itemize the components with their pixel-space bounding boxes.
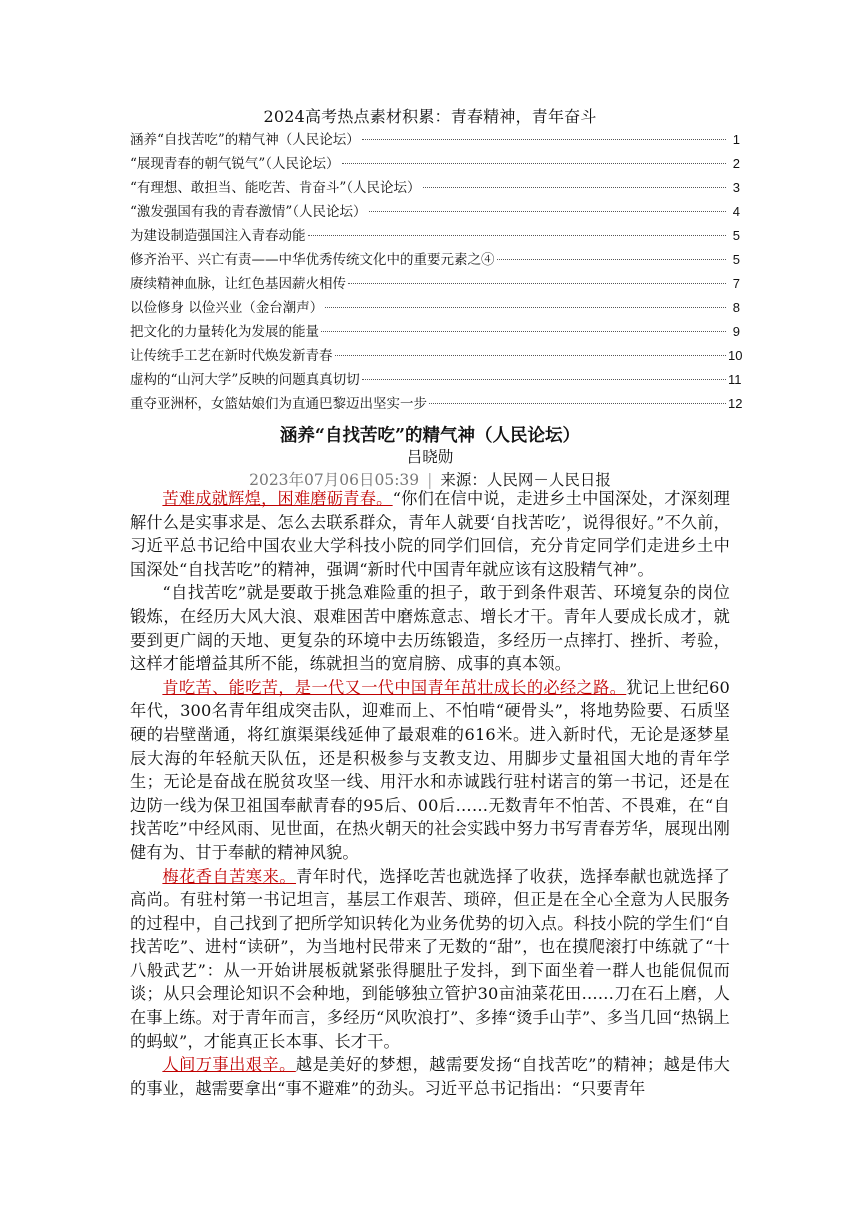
toc-entry-label: 重夺亚洲杯，女篮姑娘们为直通巴黎迈出坚实一步 [130, 396, 427, 412]
paragraph-text: “你们在信中说，走进乡土中国深处，才深刻理解什么是实事求是、怎么去联系群众，青年人就要‘自找苦吃’，说得很好。”不久前，习近平总书记给中国农业大学科技小院的同学们回信，充分肯定同学们走进乡土中国深处“自找苦吃”的精神，强调“新时代中国青年就应该有这股精气神”。 [130, 489, 730, 579]
toc-entry[interactable] [130, 224, 740, 248]
toc-entry[interactable] [130, 320, 740, 344]
toc-entry[interactable] [130, 344, 743, 368]
meta-separator: | [427, 471, 433, 489]
article-paragraph [130, 487, 730, 581]
toc-leader-dots [325, 306, 726, 308]
article-date: 2023年07月06日05:39 [249, 471, 420, 489]
toc-entry[interactable] [130, 272, 740, 296]
toc-entry-page: 5 [732, 252, 740, 267]
toc-entry-label: 虚构的“山河大学”反映的问题真真切切 [130, 372, 360, 388]
article-paragraph [130, 1053, 730, 1100]
toc-entry[interactable] [130, 248, 740, 272]
paragraph-lead-sentence: 人间万事出艰辛。 [162, 1055, 296, 1075]
toc-entry-page: 3 [732, 180, 740, 195]
toc-entry-page: 10 [728, 348, 743, 363]
toc-leader-dots [423, 186, 726, 188]
toc-leader-dots [308, 234, 727, 236]
paragraph-lead-sentence: 梅花香自苦寒来。 [162, 866, 297, 886]
toc-entry-label: 把文化的力量转化为发展的能量 [130, 324, 319, 340]
toc-entry[interactable] [130, 392, 743, 416]
toc-entry-page: 1 [732, 132, 740, 147]
toc-entry-page: 4 [732, 204, 740, 219]
article-body [130, 487, 730, 1100]
toc-entry-page: 9 [732, 324, 740, 339]
toc-leader-dots [321, 330, 726, 332]
toc-entry-label: 赓续精神血脉，让红色基因薪火相传 [130, 276, 346, 292]
article-paragraph [130, 865, 730, 1054]
toc-entry[interactable] [130, 368, 740, 392]
toc-leader-dots [497, 258, 727, 260]
toc-entry-label: “展现青春的朝气锐气”（人民论坛） [130, 156, 340, 172]
toc-leader-dots [335, 354, 727, 356]
toc-entry-label: “激发强国有我的青春激情”（人民论坛） [130, 204, 367, 220]
paragraph-lead-sentence: 肯吃苦、能吃苦，是一代又一代中国青年茁壮成长的必经之路。 [162, 677, 627, 697]
toc-entry-page: 12 [728, 396, 743, 411]
toc-entry-page: 2 [732, 156, 740, 171]
paragraph-text: 越是美好的梦想，越需要发扬“自找苦吃”的精神；越是伟大的事业，越需要拿出“事不避难”的劲头。习近平总书记指出：“只要青年 [130, 1055, 730, 1098]
article-author: 吕晓勋 [406, 448, 454, 466]
table-of-contents [130, 128, 743, 416]
toc-entry-page: 11 [728, 372, 742, 387]
paragraph-text: 犹记上世纪60年代，300名青年组成突击队，迎难而上、不怕啃“硬骨头”，将地势险要、石质坚硬的岩壁凿通，将红旗渠渠线延伸了最艰难的616米。进入新时代，无论是逐梦星辰大海的年轻航天队伍，还是积极参与支教支边、用脚步丈量祖国大地的青年学生；无论是奋战在脱贫攻坚一线、用汗水和赤诚践行驻村诺言的第一书记，还是在边防一线为保卫祖国奉献青春的95后、00后……无数青年不怕苦、不畏难，在“自找苦吃”中经风雨、见世面，在热火朝天的社会实践中努力书写青春芳华，展现出刚健有为、甘于奉献的精神风貌。 [130, 677, 730, 862]
paragraph-text: 青年时代，选择吃苦也就选择了收获，选择奉献也就选择了高尚。有驻村第一书记坦言，基层工作艰苦、琐碎，但正是在全心全意为人民服务的过程中，自己找到了把所学知识转化为业务优势的切入点。科技小院的学生们“自找苦吃”、进村“读研”，为当地村民带来了无数的“甜”，也在摸爬滚打中练就了“十八般武艺”：从一开始讲展板就紧张得腿肚子发抖，到下面坐着一群人也能侃侃而谈；从只会理论知识不会种地，到能够独立管护30亩油菜花田……刀在石上磨，人在事上练。对于青年而言，多经历“风吹浪打”、多捧“烫手山芋”、多当几回“热锅上的蚂蚁”，才能真正长本事、长才干。 [130, 866, 730, 1051]
toc-entry-label: 以俭修身 以俭兴业（金台潮声） [130, 300, 324, 316]
toc-entry[interactable] [130, 128, 740, 152]
toc-leader-dots [369, 210, 726, 212]
toc-entry-label: 为建设制造强国注入青春动能 [130, 228, 306, 244]
document-title: 2024高考热点素材积累：青春精神，青年奋斗 [263, 107, 597, 126]
toc-leader-dots [429, 402, 726, 404]
toc-leader-dots [362, 378, 726, 380]
toc-leader-dots [342, 162, 726, 164]
article-source: 来源：人民网－人民日报 [440, 471, 611, 489]
toc-entry-label: 修齐治平、兴亡有责——中华优秀传统文化中的重要元素之④ [130, 252, 495, 268]
article-title: 涵养“自找苦吃”的精气神（人民论坛） [279, 426, 581, 446]
toc-leader-dots [362, 138, 726, 140]
toc-entry[interactable] [130, 176, 740, 200]
toc-entry-label: 涵养“自找苦吃”的精气神（人民论坛） [130, 132, 360, 148]
toc-entry[interactable] [130, 200, 740, 224]
toc-entry-page: 7 [732, 276, 740, 291]
article-paragraph [130, 581, 730, 675]
toc-entry-label: “有理想、敢担当、能吃苦、肯奋斗”（人民论坛） [130, 180, 421, 196]
article-paragraph [130, 676, 730, 865]
paragraph-lead-sentence: 苦难成就辉煌，困难磨砺青春。 [162, 489, 393, 508]
toc-entry-label: 让传统手工艺在新时代焕发新青春 [130, 348, 333, 364]
paragraph-text: “自找苦吃”就是要敢于挑急难险重的担子，敢于到条件艰苦、环境复杂的岗位锻炼，在经历大风大浪、艰难困苦中磨炼意志、增长才干。青年人要成长成才，就要到更广阔的天地、更复杂的环境中去历练锻造，多经历一点摔打、挫折、考验，这样才能增益其所不能，练就担当的宽肩膀、成事的真本领。 [130, 583, 730, 674]
toc-entry[interactable] [130, 152, 740, 176]
toc-leader-dots [348, 282, 726, 284]
toc-entry-page: 8 [732, 300, 740, 315]
toc-entry[interactable] [130, 296, 740, 320]
toc-entry-page: 5 [732, 228, 740, 243]
